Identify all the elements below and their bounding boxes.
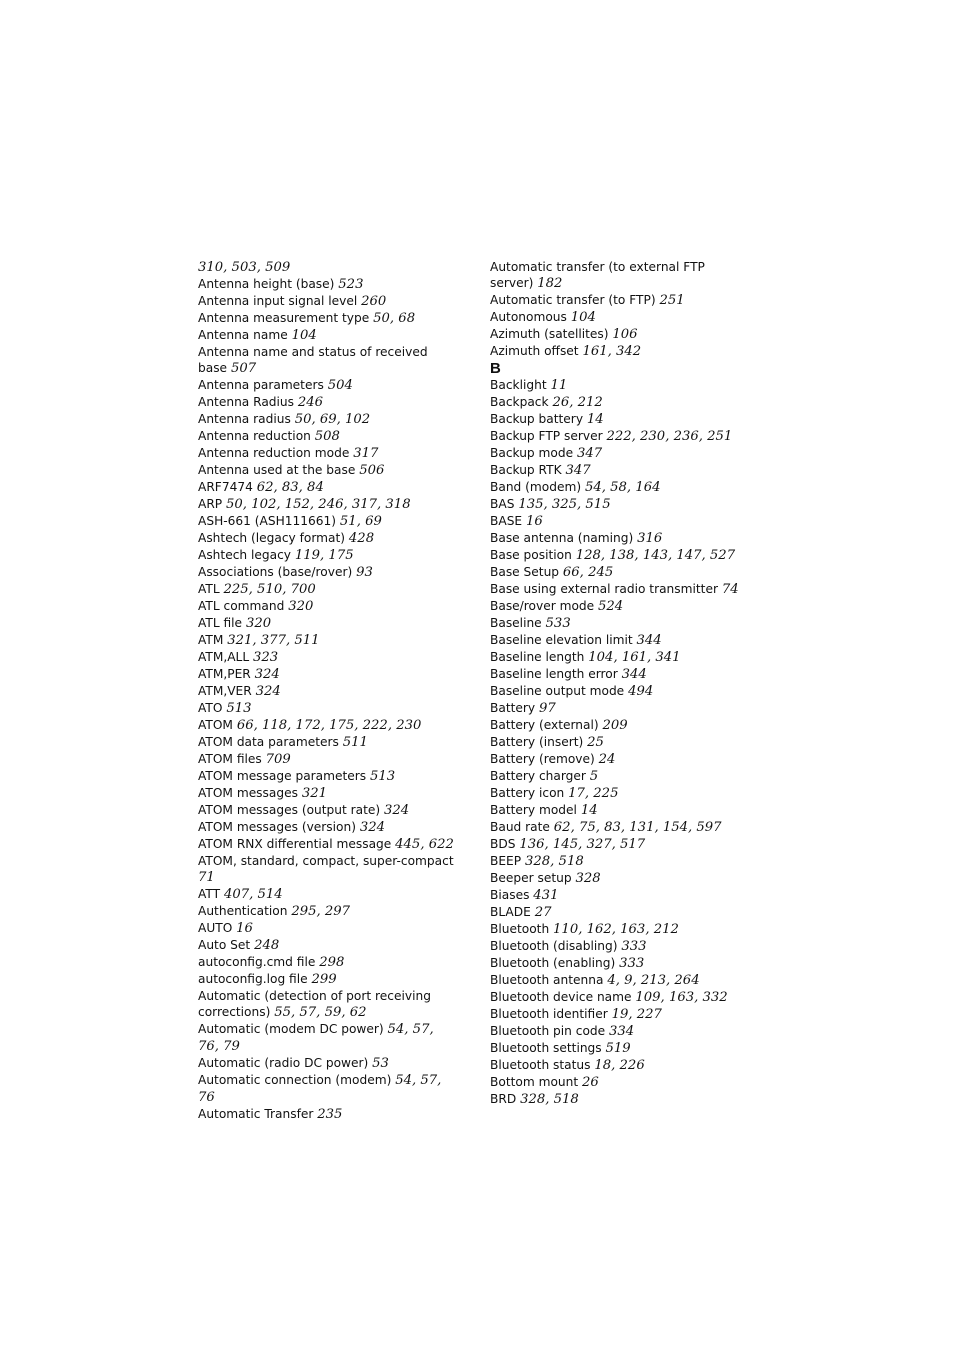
index-pages: 445, 622: [395, 837, 454, 852]
index-pages: 324: [359, 820, 386, 835]
index-entry: [198, 886, 458, 903]
index-term: Bottom mount: [490, 1075, 583, 1089]
index-pages: 333: [621, 939, 647, 954]
index-term: Backup mode: [490, 446, 577, 460]
index-term: Backup battery: [490, 412, 587, 426]
index-pages: 17, 225: [568, 786, 619, 801]
index-term: Base antenna (naming): [490, 531, 638, 545]
index-term: Azimuth (satellites): [490, 327, 613, 341]
index-pages: 513: [226, 701, 252, 716]
index-pages: 53: [372, 1056, 389, 1071]
index-pages: 161, 342: [582, 344, 642, 359]
index-term: ATM,VER: [198, 684, 256, 698]
index-term: Ashtech (legacy format): [198, 531, 349, 545]
index-pages: 106: [612, 327, 638, 342]
index-entry: [490, 479, 750, 496]
index-entry: [198, 649, 458, 666]
index-pages: 109, 163, 332: [635, 990, 728, 1005]
index-pages: 333: [619, 956, 645, 971]
index-pages: 320: [288, 599, 314, 614]
index-entry: [198, 988, 458, 1021]
index-entry: [490, 785, 750, 802]
index-term: Backup FTP server: [490, 429, 607, 443]
index-pages: 135, 325, 515: [518, 497, 611, 512]
index-entry: [198, 293, 458, 310]
index-entry: [198, 1072, 458, 1106]
index-term: Battery icon: [490, 786, 569, 800]
index-entry: [198, 1106, 458, 1123]
index-pages: 62, 83, 84: [256, 480, 324, 495]
index-term: Bluetooth (enabling): [490, 956, 620, 970]
index-entry: [490, 989, 750, 1006]
index-pages: 323: [253, 650, 279, 665]
index-pages: 260: [361, 294, 387, 309]
index-entry: [490, 462, 750, 479]
index-term: Automatic (radio DC power): [198, 1056, 373, 1070]
index-pages: 320: [245, 616, 272, 631]
index-entry: [490, 751, 750, 768]
index-pages: 428: [348, 531, 375, 546]
index-pages: 55, 57, 59, 62: [274, 1005, 367, 1020]
index-entry: [490, 259, 750, 292]
index-pages: 494: [628, 684, 654, 699]
index-term: Automatic transfer (to FTP): [490, 293, 660, 307]
index-entry: [198, 547, 458, 564]
index-entry: [490, 700, 750, 717]
index-entry: [198, 768, 458, 785]
index-term: Antenna used at the base: [198, 463, 360, 477]
index-term: Automatic transfer (to external FTP server): [490, 260, 705, 290]
index-term: Automatic connection (modem): [198, 1073, 396, 1087]
index-term: ATOM: [198, 718, 237, 732]
index-term: ATL command: [198, 599, 289, 613]
index-entry: [198, 683, 458, 700]
index-pages: 251: [659, 293, 685, 308]
index-term: Baseline: [490, 616, 546, 630]
index-term: Authentication: [198, 904, 292, 918]
index-term: Automatic (modem DC power): [198, 1022, 388, 1036]
index-entry: [198, 734, 458, 751]
index-term: ATOM messages (output rate): [198, 803, 385, 817]
index-entry: [490, 530, 750, 547]
index-term: BEEP: [490, 854, 525, 868]
index-pages: 324: [254, 667, 280, 682]
index-entry: [490, 428, 750, 445]
index-pages: 25: [587, 735, 604, 750]
index-term: Baseline output mode: [490, 684, 629, 698]
index-pages: 182: [537, 276, 563, 291]
index-term: Antenna name and status of received base: [198, 345, 428, 375]
index-term: Backup RTK: [490, 463, 566, 477]
index-term: Battery (external): [490, 718, 603, 732]
index-entry: [490, 904, 750, 921]
index-entry: [198, 700, 458, 717]
index-entry: [490, 411, 750, 428]
index-entry: [198, 344, 458, 377]
index-entry: [198, 836, 458, 853]
index-pages: 16: [236, 921, 253, 936]
index-term: ATM,PER: [198, 667, 255, 681]
index-entry: [490, 581, 750, 598]
index-pages: 709: [265, 752, 291, 767]
index-entry: [490, 683, 750, 700]
index-entry: [198, 377, 458, 394]
index-pages: 508: [314, 429, 340, 444]
index-entry: [490, 547, 750, 564]
index-column-left: [198, 259, 458, 1123]
index-pages: 54, 57, 76: [198, 1073, 442, 1105]
index-pages: 110, 162, 163, 212: [553, 922, 679, 937]
index-term: BASE: [490, 514, 527, 528]
index-term: Bluetooth identifier: [490, 1007, 612, 1021]
index-pages: 5: [589, 769, 599, 784]
index-pages: 347: [576, 446, 603, 461]
index-entry: [198, 615, 458, 632]
index-entry: [198, 903, 458, 920]
index-pages: 344: [621, 667, 647, 682]
index-entry: [490, 632, 750, 649]
index-column-right: [490, 259, 750, 1108]
index-entry: [198, 1055, 458, 1072]
index-entry: [198, 479, 458, 496]
index-entry: [198, 428, 458, 445]
index-pages: 51, 69: [339, 514, 382, 529]
index-term: Antenna input signal level: [198, 294, 362, 308]
index-entry: [490, 870, 750, 887]
index-term: Automatic (detection of port receiving corrections): [198, 989, 431, 1019]
index-term: Baseline length: [490, 650, 589, 664]
index-entry: [490, 1074, 750, 1091]
index-entry: [490, 496, 750, 513]
index-pages: 26, 212: [552, 395, 603, 410]
index-term: Associations (base/rover): [198, 565, 357, 579]
index-term: Base Setup: [490, 565, 563, 579]
index-pages: 19, 227: [611, 1007, 662, 1022]
index-entry: [198, 853, 458, 886]
index-term: Base position: [490, 548, 576, 562]
index-pages: 209: [602, 718, 628, 733]
index-entry: [490, 836, 750, 853]
index-pages: 66, 118, 172, 175, 222, 230: [236, 718, 422, 733]
index-entry: [490, 666, 750, 683]
index-entry: [198, 920, 458, 937]
index-entry: [490, 564, 750, 581]
index-pages: 54, 58, 164: [584, 480, 661, 495]
index-pages: 504: [327, 378, 353, 393]
index-term: ARP: [198, 497, 227, 511]
index-pages: 295, 297: [291, 904, 351, 919]
index-term: Battery (remove): [490, 752, 599, 766]
index-entry: [490, 394, 750, 411]
index-pages: 407, 514: [223, 887, 283, 902]
index-entry: [198, 971, 458, 988]
index-term: BRD: [490, 1092, 521, 1106]
index-term: Bluetooth antenna: [490, 973, 608, 987]
index-entry: [198, 819, 458, 836]
index-entry: [198, 937, 458, 954]
index-term: ATM,ALL: [198, 650, 254, 664]
index-entry: [198, 802, 458, 819]
index-term: ARF7474: [198, 480, 257, 494]
index-pages: 298: [319, 955, 345, 970]
index-term: ATOM, standard, compact, super-compact: [198, 854, 454, 868]
index-term: ATOM messages (version): [198, 820, 360, 834]
index-term: Bluetooth device name: [490, 990, 636, 1004]
index-term: Bluetooth (disabling): [490, 939, 622, 953]
section-letter-heading: B: [490, 360, 501, 377]
index-term: ATOM files: [198, 752, 266, 766]
index-entry: [490, 853, 750, 870]
index-entry: [490, 955, 750, 972]
index-entry: [490, 938, 750, 955]
index-pages: 506: [359, 463, 385, 478]
index-pages: 50, 102, 152, 246, 317, 318: [226, 497, 411, 512]
index-pages: 4, 9, 213, 264: [607, 973, 700, 988]
index-pages: 299: [311, 972, 337, 987]
index-pages: 104: [570, 310, 596, 325]
index-term: autoconfig.log file: [198, 972, 312, 986]
index-entry: [198, 394, 458, 411]
index-pages: 11: [550, 378, 568, 393]
index-entry: [198, 513, 458, 530]
index-term: ATM: [198, 633, 228, 647]
index-entry: [490, 1006, 750, 1023]
index-pages: 235: [317, 1107, 343, 1122]
index-term: ATT: [198, 887, 224, 901]
index-entry: [490, 309, 750, 326]
index-entry: [490, 768, 750, 785]
index-entry: [490, 1023, 750, 1040]
index-term: Antenna parameters: [198, 378, 328, 392]
index-term: ATOM RNX differential message: [198, 837, 396, 851]
index-entry: [198, 310, 458, 327]
index-term: Antenna reduction: [198, 429, 315, 443]
index-term: ATL: [198, 582, 224, 596]
index-pages: 347: [565, 463, 591, 478]
index-term: BDS: [490, 837, 520, 851]
index-term: Autonomous: [490, 310, 571, 324]
index-pages: 519: [605, 1041, 631, 1056]
index-entry: [198, 717, 458, 734]
index-term: Backpack: [490, 395, 553, 409]
index-pages: 222, 230, 236, 251: [606, 429, 733, 444]
index-pages: 97: [538, 701, 556, 716]
index-pages: 136, 145, 327, 517: [519, 837, 646, 852]
index-pages: 54, 57, 76, 79: [198, 1022, 434, 1054]
index-entry: [490, 445, 750, 462]
index-pages: 328, 518: [520, 1092, 579, 1107]
index-entry: [490, 717, 750, 734]
index-term: Antenna height (base): [198, 277, 339, 291]
index-entry: [198, 411, 458, 428]
index-pages: 317: [353, 446, 379, 461]
index-term: Auto Set: [198, 938, 255, 952]
index-term: ATL file: [198, 616, 246, 630]
index-pages: 321, 377, 511: [227, 633, 320, 648]
index-term: Bluetooth settings: [490, 1041, 606, 1055]
index-term: Band (modem): [490, 480, 585, 494]
index-pages: 93: [356, 565, 373, 580]
index-term: Antenna name: [198, 328, 292, 342]
index-entry: [198, 564, 458, 581]
index-pages: 507: [230, 361, 257, 376]
index-entry: [490, 343, 750, 360]
index-term: AUTO: [198, 921, 237, 935]
index-pages: 248: [254, 938, 280, 953]
index-pages: 71: [198, 870, 215, 885]
index-term: ATO: [198, 701, 227, 715]
index-pages: 119, 175: [294, 548, 354, 563]
index-entry: [490, 513, 750, 530]
index-term: Baud rate: [490, 820, 554, 834]
index-term: Baseline length error: [490, 667, 622, 681]
index-term: ASH-661 (ASH111661): [198, 514, 340, 528]
index-pages: 14: [580, 803, 598, 818]
index-pages: 104, 161, 341: [588, 650, 681, 665]
index-entry: [490, 598, 750, 615]
index-entry: [490, 972, 750, 989]
index-term: Antenna reduction mode: [198, 446, 354, 460]
index-pages: 513: [370, 769, 396, 784]
index-entry: [198, 496, 458, 513]
index-term: Ashtech legacy: [198, 548, 295, 562]
index-pages: 18, 226: [594, 1058, 645, 1073]
index-entry: [490, 292, 750, 309]
index-pages: 328, 518: [525, 854, 584, 869]
index-term: Biases: [490, 888, 534, 902]
index-entry: [198, 462, 458, 479]
index-term: Antenna radius: [198, 412, 295, 426]
index-term: Antenna Radius: [198, 395, 298, 409]
index-entry: [198, 954, 458, 971]
index-entry: [490, 615, 750, 632]
index-term: ATOM data parameters: [198, 735, 343, 749]
index-term: Automatic Transfer: [198, 1107, 318, 1121]
index-entry: [490, 1057, 750, 1074]
index-pages: 334: [609, 1024, 635, 1039]
index-pages: 324: [255, 684, 281, 699]
index-entry: [198, 259, 458, 276]
index-entry: [490, 734, 750, 751]
index-entry: [490, 887, 750, 904]
index-pages: 225, 510, 700: [223, 582, 316, 597]
index-pages: 246: [297, 395, 324, 410]
index-entry: [490, 1091, 750, 1108]
index-entry: [198, 666, 458, 683]
index-term: autoconfig.cmd file: [198, 955, 320, 969]
index-term: Bluetooth status: [490, 1058, 595, 1072]
index-pages: 128, 138, 143, 147, 527: [575, 548, 736, 563]
index-term: Baseline elevation limit: [490, 633, 637, 647]
index-pages: 523: [338, 277, 364, 292]
index-entry: [198, 276, 458, 293]
index-pages: 524: [598, 599, 624, 614]
index-pages: 431: [533, 888, 559, 903]
index-entry: [198, 327, 458, 344]
index-pages: 16: [526, 514, 543, 529]
index-entry: [490, 802, 750, 819]
index-term: Bluetooth: [490, 922, 554, 936]
index-entry: [198, 581, 458, 598]
index-pages: 50, 69, 102: [294, 412, 371, 427]
index-entry: [490, 649, 750, 666]
index-entry: [490, 1040, 750, 1057]
index-pages: 26: [582, 1075, 599, 1090]
index-pages: 66, 245: [562, 565, 614, 580]
index-pages: 74: [721, 582, 739, 597]
index-entry: [198, 751, 458, 768]
index-entry: [490, 921, 750, 938]
index-entry: [198, 598, 458, 615]
index-term: Battery: [490, 701, 539, 715]
index-pages: 328: [575, 871, 601, 886]
index-term: Battery model: [490, 803, 581, 817]
index-entry: [198, 1021, 458, 1055]
index-pages: 321: [301, 786, 327, 801]
index-term: BAS: [490, 497, 519, 511]
index-entry: [490, 326, 750, 343]
index-pages: 310, 503, 509: [198, 260, 291, 275]
index-entry: [198, 632, 458, 649]
index-term: Base using external radio transmitter: [490, 582, 722, 596]
index-pages: 24: [598, 752, 616, 767]
index-term: ATOM messages: [198, 786, 302, 800]
index-entry: [490, 819, 750, 836]
index-pages: 104: [291, 328, 317, 343]
index-term: Beeper setup: [490, 871, 576, 885]
index-entry: [198, 785, 458, 802]
index-term: Backlight: [490, 378, 551, 392]
index-term: Antenna measurement type: [198, 311, 374, 325]
index-term: BLADE: [490, 905, 535, 919]
index-pages: 533: [545, 616, 571, 631]
index-term: ATOM message parameters: [198, 769, 371, 783]
index-pages: 344: [636, 633, 662, 648]
index-pages: 316: [637, 531, 663, 546]
index-pages: 14: [586, 412, 604, 427]
index-pages: 27: [534, 905, 552, 920]
index-pages: 511: [342, 735, 368, 750]
index-entry: [198, 530, 458, 547]
index-entry: [490, 377, 750, 394]
index-pages: 62, 75, 83, 131, 154, 597: [553, 820, 722, 835]
index-term: Bluetooth pin code: [490, 1024, 610, 1038]
index-entry: [198, 445, 458, 462]
index-term: Base/rover mode: [490, 599, 599, 613]
index-pages: 50, 68: [373, 311, 416, 326]
index-pages: 324: [384, 803, 410, 818]
index-term: Battery (insert): [490, 735, 588, 749]
index-term: Battery charger: [490, 769, 590, 783]
index-term: Azimuth offset: [490, 344, 583, 358]
